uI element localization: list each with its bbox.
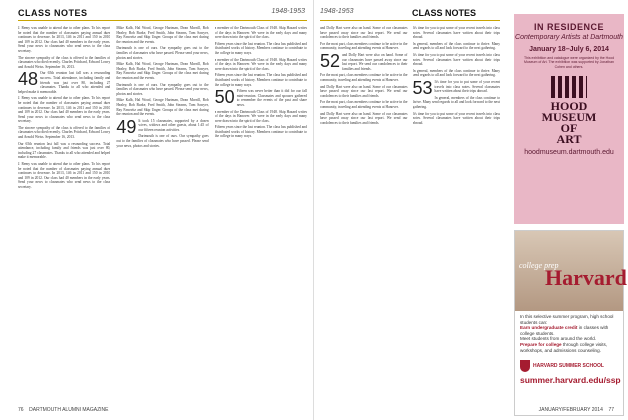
year-range: 1948-1953 [271,8,305,15]
class-year-number: 50 [214,87,235,108]
class-year-number: 53 [412,77,433,98]
right-page [314,0,628,420]
paragraph: It's time for you to put some of your recent travels into class notes. Several classmates have written about their trips abroad. [412,26,500,40]
header-rule [320,20,500,21]
paragraph: Our 65th reunion last fall was a resounding success. Total attendance, including family and friends was just over 80, including 27 classmates. Thanks to all who attended and helped make it memorable. [18,141,111,160]
paragraph: and Dolly Hart were also on hand. Some of our classmates have passed away since our last report. We send our condolences to their families and friends. [320,26,408,40]
left-columns [18,26,307,398]
magazine-name: DARTMOUTH ALUMNI MAGAZINE [29,407,109,413]
paragraph: Fifteen years since the last reunion. The class has published and distributed works of history. Members continue to contribute to the college in many ways. [214,41,307,55]
header-rule [18,20,307,21]
paragraph: In general, members of the class continue to thrive. Many send regards to all and look forward to the next gathering. [412,68,500,78]
paragraph: 50 Fifteen was never better than it did for our fall mini-reunion. Classmates and spouses gathered to remember the events of the past and share news. [214,87,307,108]
paragraph: Fifteen years since the last reunion. The class has published and distributed works of history. Members continue to contribute to the college in many ways. [214,73,307,87]
page-number: 76 [18,407,24,413]
ad-body: In this selective summer program, high school students can: Earn undergraduate credit in classes with college students. Meet students from around the world. Prepare for college through college visits, workshops, and admissions counseling. [520,314,614,353]
left-footer [18,407,108,413]
left-column-2 [116,26,208,398]
left-column-3 [215,26,307,398]
ad-description: This exhibition and catalogue were organized by the Hood Museum of Art. The exhibition was supported by Jonathan Cohen and others. [523,56,615,69]
paragraph: 53 It's time for you to put some of your recent travels into class notes. Several classmates have written about their trips abroad. [412,77,500,98]
hood-museum-logo: HOOD MUSEUM OF ART [534,76,604,145]
ad-subtitle: Contemporary Artists at Dartmouth [515,34,623,41]
ad-photo [515,231,627,311]
class-year-number: 48 [18,69,39,90]
college-prep-label: college prep [519,261,559,270]
harvard-wordmark: Harvard [545,265,627,290]
section-title: CLASS NOTES [18,8,88,18]
paragraph: Mike Kalb, Hal Wood, George Hartman, Dean Morrill, Bob Healey, Bob Burke, Fred Smith, John Stearns, Tom Sawyer, Ray Fanovitz and Skip Unger. Groups of the class met during the reunion and the events. [116,26,209,44]
harvard-logo: HARVARD SUMMER SCHOOL [520,360,618,372]
paragraph: It's time for you to put some of your recent travels into class notes. Several classmates have written about their trips abroad. [412,52,500,67]
ad-url-link[interactable]: summer.harvard.edu/ssp [520,375,621,386]
paragraph: For the most part, class members continue to be active in the community, traveling and attending events at Hanover. [320,41,408,51]
class-year-number: 52 [320,50,341,71]
right-columns [320,26,500,398]
section-title: CLASS NOTES [412,8,477,18]
ad-kicker: IN RESIDENCE [533,22,604,32]
paragraph: For the most part, class members continue to be active in the community, traveling and attending events at Hanover. [320,100,408,109]
paragraph: and Dolly Hart were also on hand. Some of our classmates have passed away since our last report. We send our condolences to their families and friends. [320,111,408,125]
ad-dates: January 18–July 6, 2014 [529,46,609,53]
paragraph: J. Remy was unable to attend due to other plans. To his report he noted that the number of classmates paying annual dues continues to decrease. In 2013, 146 in 2011 and 150 in 2010 and 109 in 2012. Our class had 40 members in the early years. Send your news to classmates who send news to the class secretary. [18,96,111,124]
paragraph: Dartmouth is one of ours. Our sympathy goes out to the families of classmates who have passed. Please send your news, photos and stories. [116,82,209,96]
paragraph: Dartmouth is one of ours. Our sympathy goes out to the families of classmates who have passed. Please send your news, photos and stories. [116,46,209,60]
issue-date: JANUARY/FEBRUARY 2014 [538,407,603,413]
right-column-2 [413,26,501,398]
paragraph: 52 and Dolly Hart were also on hand. Some of our classmates have passed away since our last report. We send our condolences to their families and friends. [320,50,408,71]
paragraph: 49 It took 15 classmates, supported by a dozen wives, widows and other guests, about 1:45 of our fifteen reunion activities. [116,116,209,137]
paragraph: Mike Kalb, Hal Wood, George Hartman, Dean Morrill, Bob Healey, Bob Burke, Fred Smith, John Stearns, Tom Sawyer, Ray Fanovitz and Skip Unger. Groups of the class met during the reunion and the events. [116,98,209,117]
paragraph: In general, members of the class continue to thrive. Many send regards to all and look forward to the next gathering. [412,95,500,109]
paragraph: a member of the Dartmouth Class of 1948. Skip Hazard writes of the days in Hanover. We were in the early days and many were drawn into the spirit of the class. [214,57,307,71]
paragraph: and Dolly Hart were also on hand. Some of our classmates have passed away since our last report. We send our condolences to their families and friends. [320,84,408,98]
paragraph: J. Remy was unable to attend due to other plans. To his report he noted that the number of classmates paying annual dues continues to decrease. In 2013, 146 in 2011 and 150 in 2010 and 109 in 2012. Our class had 40 members in the early years. Send your news to classmates who send news to the class secretary. [18,162,111,189]
paragraph: Mike Kalb, Hal Wood, George Hartman, Dean Morrill, Bob Healey, Bob Burke, Fred Smith, John Stearns, Tom Sawyer, Ray Fanovitz and Skip Unger. Groups of the class met during the reunion and the events. [116,62,209,80]
right-footer [539,407,614,413]
hood-museum-ad[interactable] [514,14,624,224]
columns-icon [551,76,587,98]
paragraph: a member of the Dartmouth Class of 1948. Skip Hazard writes of the days in Hanover. We were in the early days and many were drawn into the spirit of the class. [214,109,307,123]
paragraph: The sincere sympathy of the class is offered to the families of classmates who died recently. Charles Pritchard, Edward Lowry and Arnold Weiss. September 16, 2013. [18,55,111,69]
paragraph: 48 Our 65th reunion last fall was a resounding success. Total attendance, including family and friends was just over 80, including 27 classmates. Thanks to all who attended and helped make it memorable. [18,69,111,94]
shield-icon [520,360,530,372]
class-year-number: 49 [116,116,137,137]
ad-column [510,0,628,420]
ad-url-link[interactable]: hoodmuseum.dartmouth.edu [524,149,614,157]
left-column-1 [18,26,110,398]
paragraph: For the most part, class members continue to be active in the community, traveling and attending events at Hanover. [320,73,408,82]
page-number: 77 [608,407,614,413]
paragraph: a member of the Dartmouth Class of 1948. Skip Hazard writes of the days in Hanover. We were in the early days and many were drawn into the spirit of the class. [214,26,307,40]
paragraph: The sincere sympathy of the class is offered to the families of classmates who died recently. Charles Pritchard, Edward Lowry and Arnold Weiss. September 16, 2013. [18,125,111,140]
paragraph: Dartmouth is one of ours. Our sympathy goes out to the families of classmates who have passed. Please send your news, photos and stories. [116,134,209,148]
year-range: 1948-1953 [320,8,354,15]
right-column-1 [320,26,408,398]
paragraph: It's time for you to put some of your recent travels into class notes. Several classmates have written about their trips abroad. [412,111,500,125]
paragraph: J. Remy was unable to attend due to other plans. To his report he noted that the number of classmates paying annual dues continues to decrease. In 2013, 146 in 2011 and 150 in 2010 and 109 in 2012. Our class had 40 members in the early years. Send your news to classmates who send news to the class secretary. [18,26,111,53]
harvard-summer-ad[interactable] [514,230,627,416]
paragraph: Fifteen years since the last reunion. The class has published and distributed works of history. Members continue to contribute to the college in many ways. [214,125,307,139]
paragraph: In general, members of the class continue to thrive. Many send regards to all and look forward to the next gathering. [412,41,500,51]
